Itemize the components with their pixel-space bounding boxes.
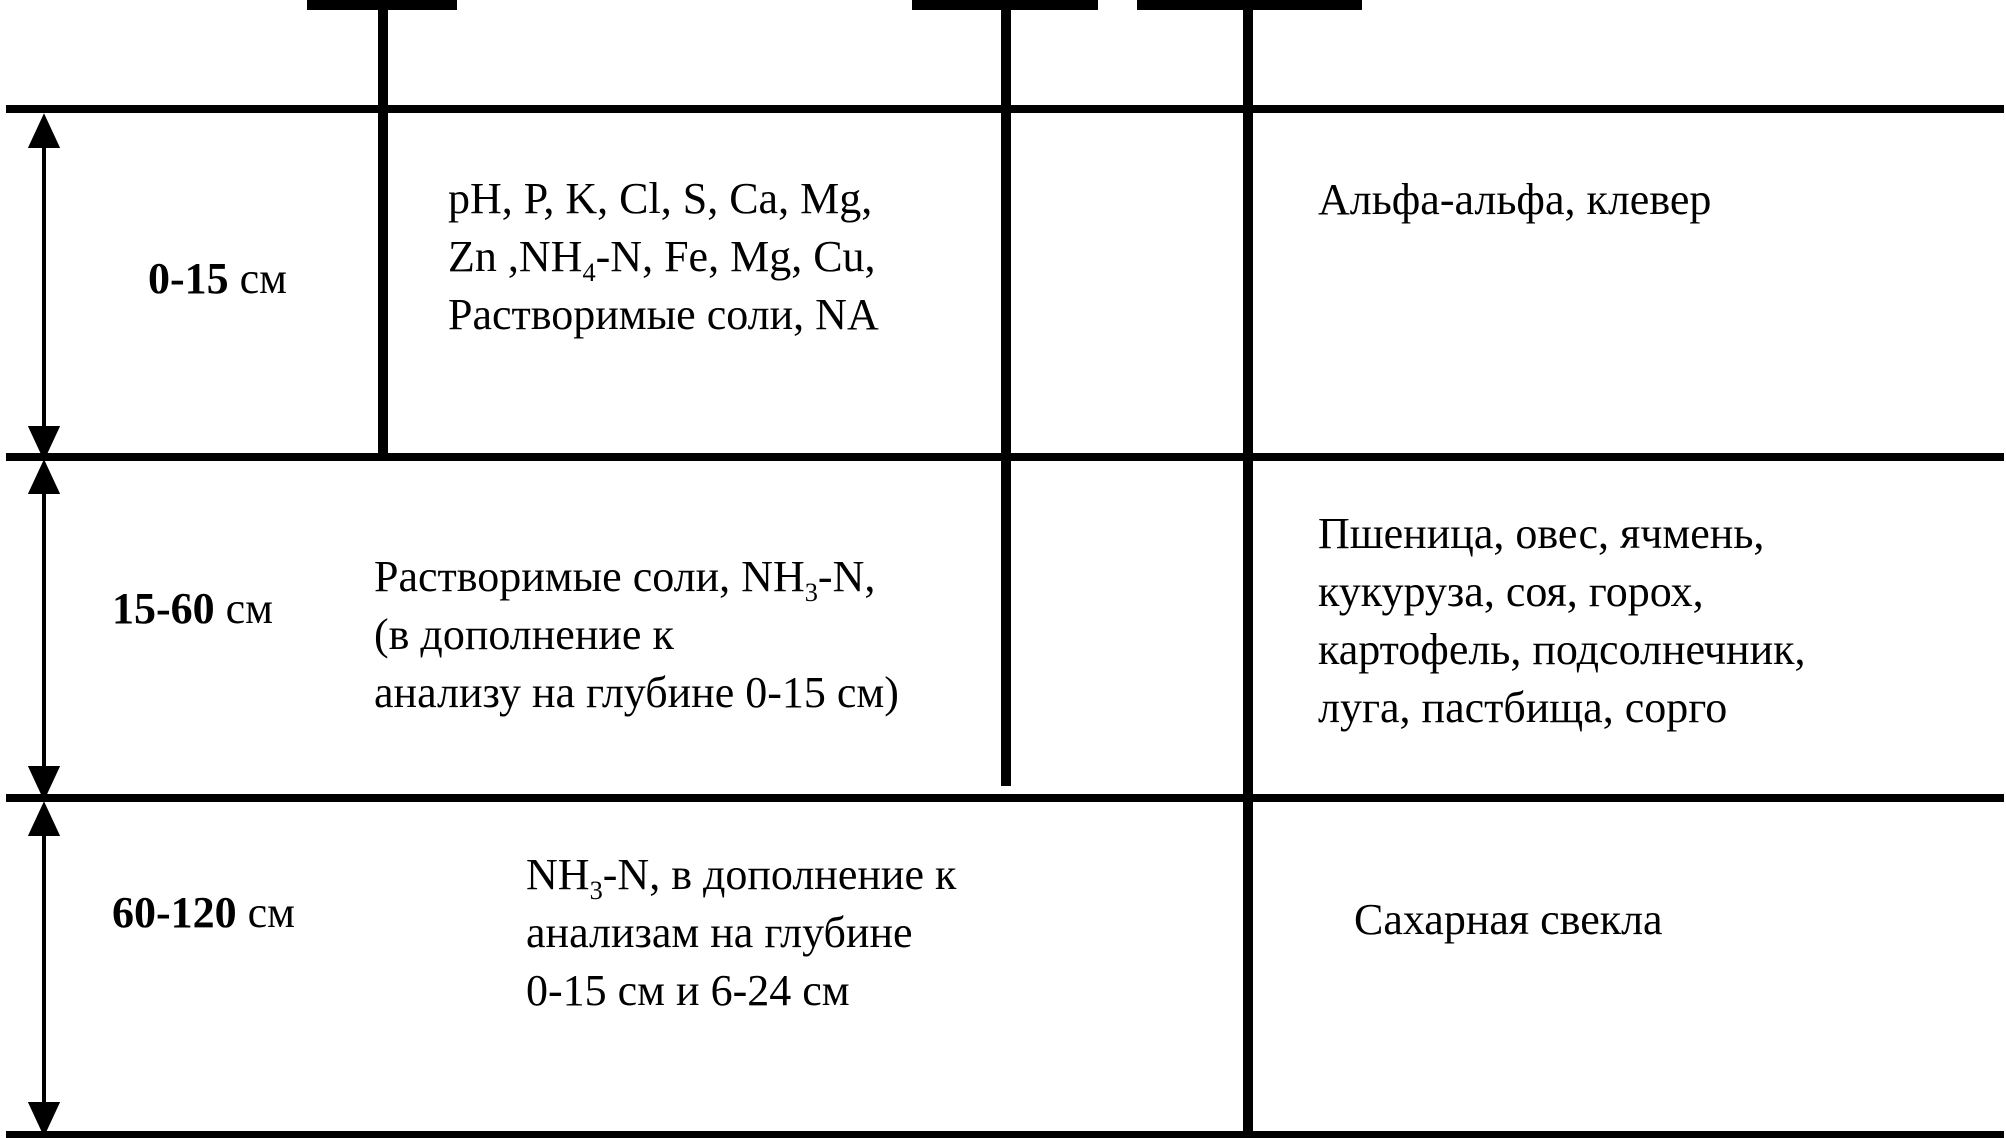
depth-label-row3	[112, 884, 295, 942]
crops-text-row1	[1318, 171, 1711, 229]
analysis-line: (в дополнение к	[374, 610, 674, 659]
crops-line: луга, пастбища, сорго	[1318, 683, 1728, 732]
depth-unit: см	[247, 888, 296, 937]
crops-line: Альфа-альфа, клевер	[1318, 175, 1712, 224]
arrow-head-down-2	[31, 768, 57, 796]
depth-unit: см	[239, 254, 288, 303]
analysis-text-row1	[448, 170, 879, 344]
crops-text-row3	[1354, 891, 1663, 949]
depth-label-row1	[148, 250, 287, 308]
analysis-line: Растворимые соли, NA	[448, 290, 879, 339]
crops-line: кукуруза, соя, горох,	[1318, 567, 1704, 616]
analysis-line: анализу на глубине 0-15 см)	[374, 668, 899, 717]
depth-value: 60-120	[112, 888, 237, 937]
depth-unit: см	[225, 584, 274, 633]
analysis-line: pH, P, K, Cl, S, Ca, Mg,	[448, 174, 873, 223]
depth-value: 15-60	[112, 584, 215, 633]
arrow-head-down-1	[31, 428, 57, 456]
analysis-line: $NH_3-N$, в дополнение к	[526, 850, 957, 905]
arrow-head-up-3	[31, 806, 57, 834]
depth-value: 0-15	[148, 254, 229, 303]
depth-label-row2	[112, 580, 273, 638]
analysis-line: 0-15 см и 6-24 см	[526, 966, 850, 1015]
crops-line: картофель, подсолнечник,	[1318, 625, 1806, 674]
analysis-line: Zn $,NH_4-N$, Fe, Mg, Cu,	[448, 232, 876, 287]
analysis-line: Растворимые соли, $NH_3-N$,	[374, 552, 876, 607]
analysis-line: анализам на глубине	[526, 908, 913, 957]
arrow-head-up-2	[31, 464, 57, 492]
arrow-head-up-1	[31, 118, 57, 146]
analysis-text-row3	[526, 846, 956, 1020]
arrow-head-down-3	[31, 1104, 57, 1132]
crops-line: Пшеница, овес, ячмень,	[1318, 509, 1765, 558]
crops-text-row2	[1318, 505, 1806, 737]
analysis-text-row2	[374, 548, 899, 722]
crops-line: Сахарная свекла	[1354, 895, 1663, 944]
